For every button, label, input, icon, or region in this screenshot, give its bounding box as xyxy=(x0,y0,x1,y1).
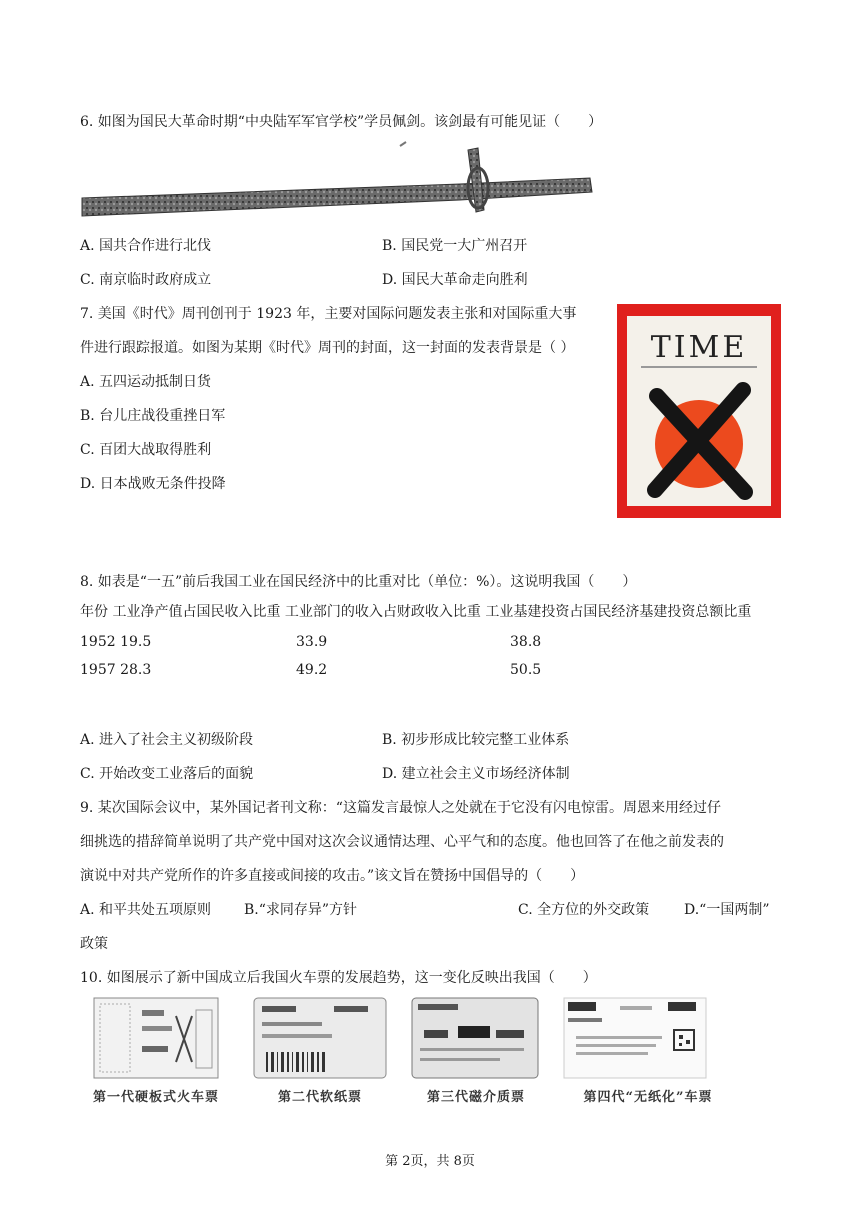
rising-sun-crossed-icon xyxy=(635,374,763,502)
q9-option-d: D.“一国两制” xyxy=(684,902,770,918)
ticket-gen3-caption: 第三代磁介质票 xyxy=(426,1090,525,1105)
q8-table-header: 年份 工业净产值占国民收入比重 工业部门的收入占财政收入比重 工业基建投资占国民经济基建投资总额比重 xyxy=(80,604,752,620)
q7-option-a: A. 五四运动抵制日货 xyxy=(80,374,212,390)
q9-option-a: A. 和平共处五项原则 xyxy=(80,902,212,918)
q7-stem-line1: 7. 美国《时代》周刊创刊于 1923 年，主要对国际问题发表主张和对国际重大事 xyxy=(80,306,577,322)
q9-option-b: B.“求同存异”方针 xyxy=(244,902,358,918)
q10-stem: 10. 如图展示了新中国成立后我国火车票的发展趋势，这一变化反映出我国（ ） xyxy=(80,970,597,986)
q8-option-d: D. 建立社会主义市场经济体制 xyxy=(382,766,570,782)
q6-option-c: C. 南京临时政府成立 xyxy=(80,272,212,288)
q8-stem: 8. 如表是“一五”前后我国工业在国民经济中的比重对比（单位：%）。这说明我国（ ） xyxy=(80,574,637,590)
q8-row1-col2: 33.9 xyxy=(296,634,328,650)
q8-option-a: A. 进入了社会主义初级阶段 xyxy=(80,732,254,748)
time-cover-subline xyxy=(641,366,757,368)
q9-option-c: C. 全方位的外交政策 xyxy=(518,902,650,918)
page-footer: 第 2页，共 8页 xyxy=(385,1154,475,1169)
ticket-gen2-caption: 第二代软纸票 xyxy=(277,1090,362,1105)
q8-row1-col3: 38.8 xyxy=(510,634,542,650)
q9-option-d-wrap: 政策 xyxy=(80,936,108,952)
ticket-gen1-image xyxy=(92,996,220,1080)
q8-option-b: B. 初步形成比较完整工业体系 xyxy=(382,732,570,748)
ticket-gen3-image xyxy=(410,996,540,1080)
q6-stem: 6. 如图为国民大革命时期“中央陆军军官学校”学员佩剑。该剑最有可能见证（ ） xyxy=(80,114,603,130)
q9-line1: 9. 某次国际会议中，某外国记者刊文称：“这篇发言最惊人之处就在于它没有闪电惊雷。周恩来用经过仔 xyxy=(80,800,721,816)
time-cover-image xyxy=(617,304,781,518)
q9-line2: 细挑选的措辞简单说明了共产党中国对这次会议通情达理、心平气和的态度。他也回答了在他之前发表的 xyxy=(80,834,724,850)
q7-option-c: C. 百团大战取得胜利 xyxy=(80,442,212,458)
q7-stem-line2: 件进行跟踪报道。如图为某期《时代》周刊的封面，这一封面的发表背景是（ ） xyxy=(80,340,575,356)
sword-image xyxy=(80,140,600,220)
q8-row2-year-value: 1957 28.3 xyxy=(80,662,152,678)
ticket-gen2-image xyxy=(252,996,388,1080)
q7-option-b: B. 台儿庄战役重挫日军 xyxy=(80,408,226,424)
q9-line3: 演说中对共产党所作的许多直接或间接的攻击。”该文旨在赞扬中国倡导的（ ） xyxy=(80,868,585,884)
q6-option-a: A. 国共合作进行北伐 xyxy=(80,238,212,254)
q8-option-c: C. 开始改变工业落后的面貌 xyxy=(80,766,254,782)
q6-option-b: B. 国民党一大广州召开 xyxy=(382,238,528,254)
q8-row1-year-value: 1952 19.5 xyxy=(80,634,152,650)
ticket-gen4-caption: 第四代“无纸化”车票 xyxy=(583,1090,713,1105)
ticket-gen4-image xyxy=(562,996,708,1080)
q7-option-d: D. 日本战败无条件投降 xyxy=(80,476,226,492)
time-cover-title: TIME xyxy=(650,330,748,365)
ticket-gen1-caption: 第一代硬板式火车票 xyxy=(92,1090,219,1105)
q8-row2-col2: 49.2 xyxy=(296,662,328,678)
q6-option-d: D. 国民大革命走向胜利 xyxy=(382,272,528,288)
q8-row2-col3: 50.5 xyxy=(510,662,542,678)
